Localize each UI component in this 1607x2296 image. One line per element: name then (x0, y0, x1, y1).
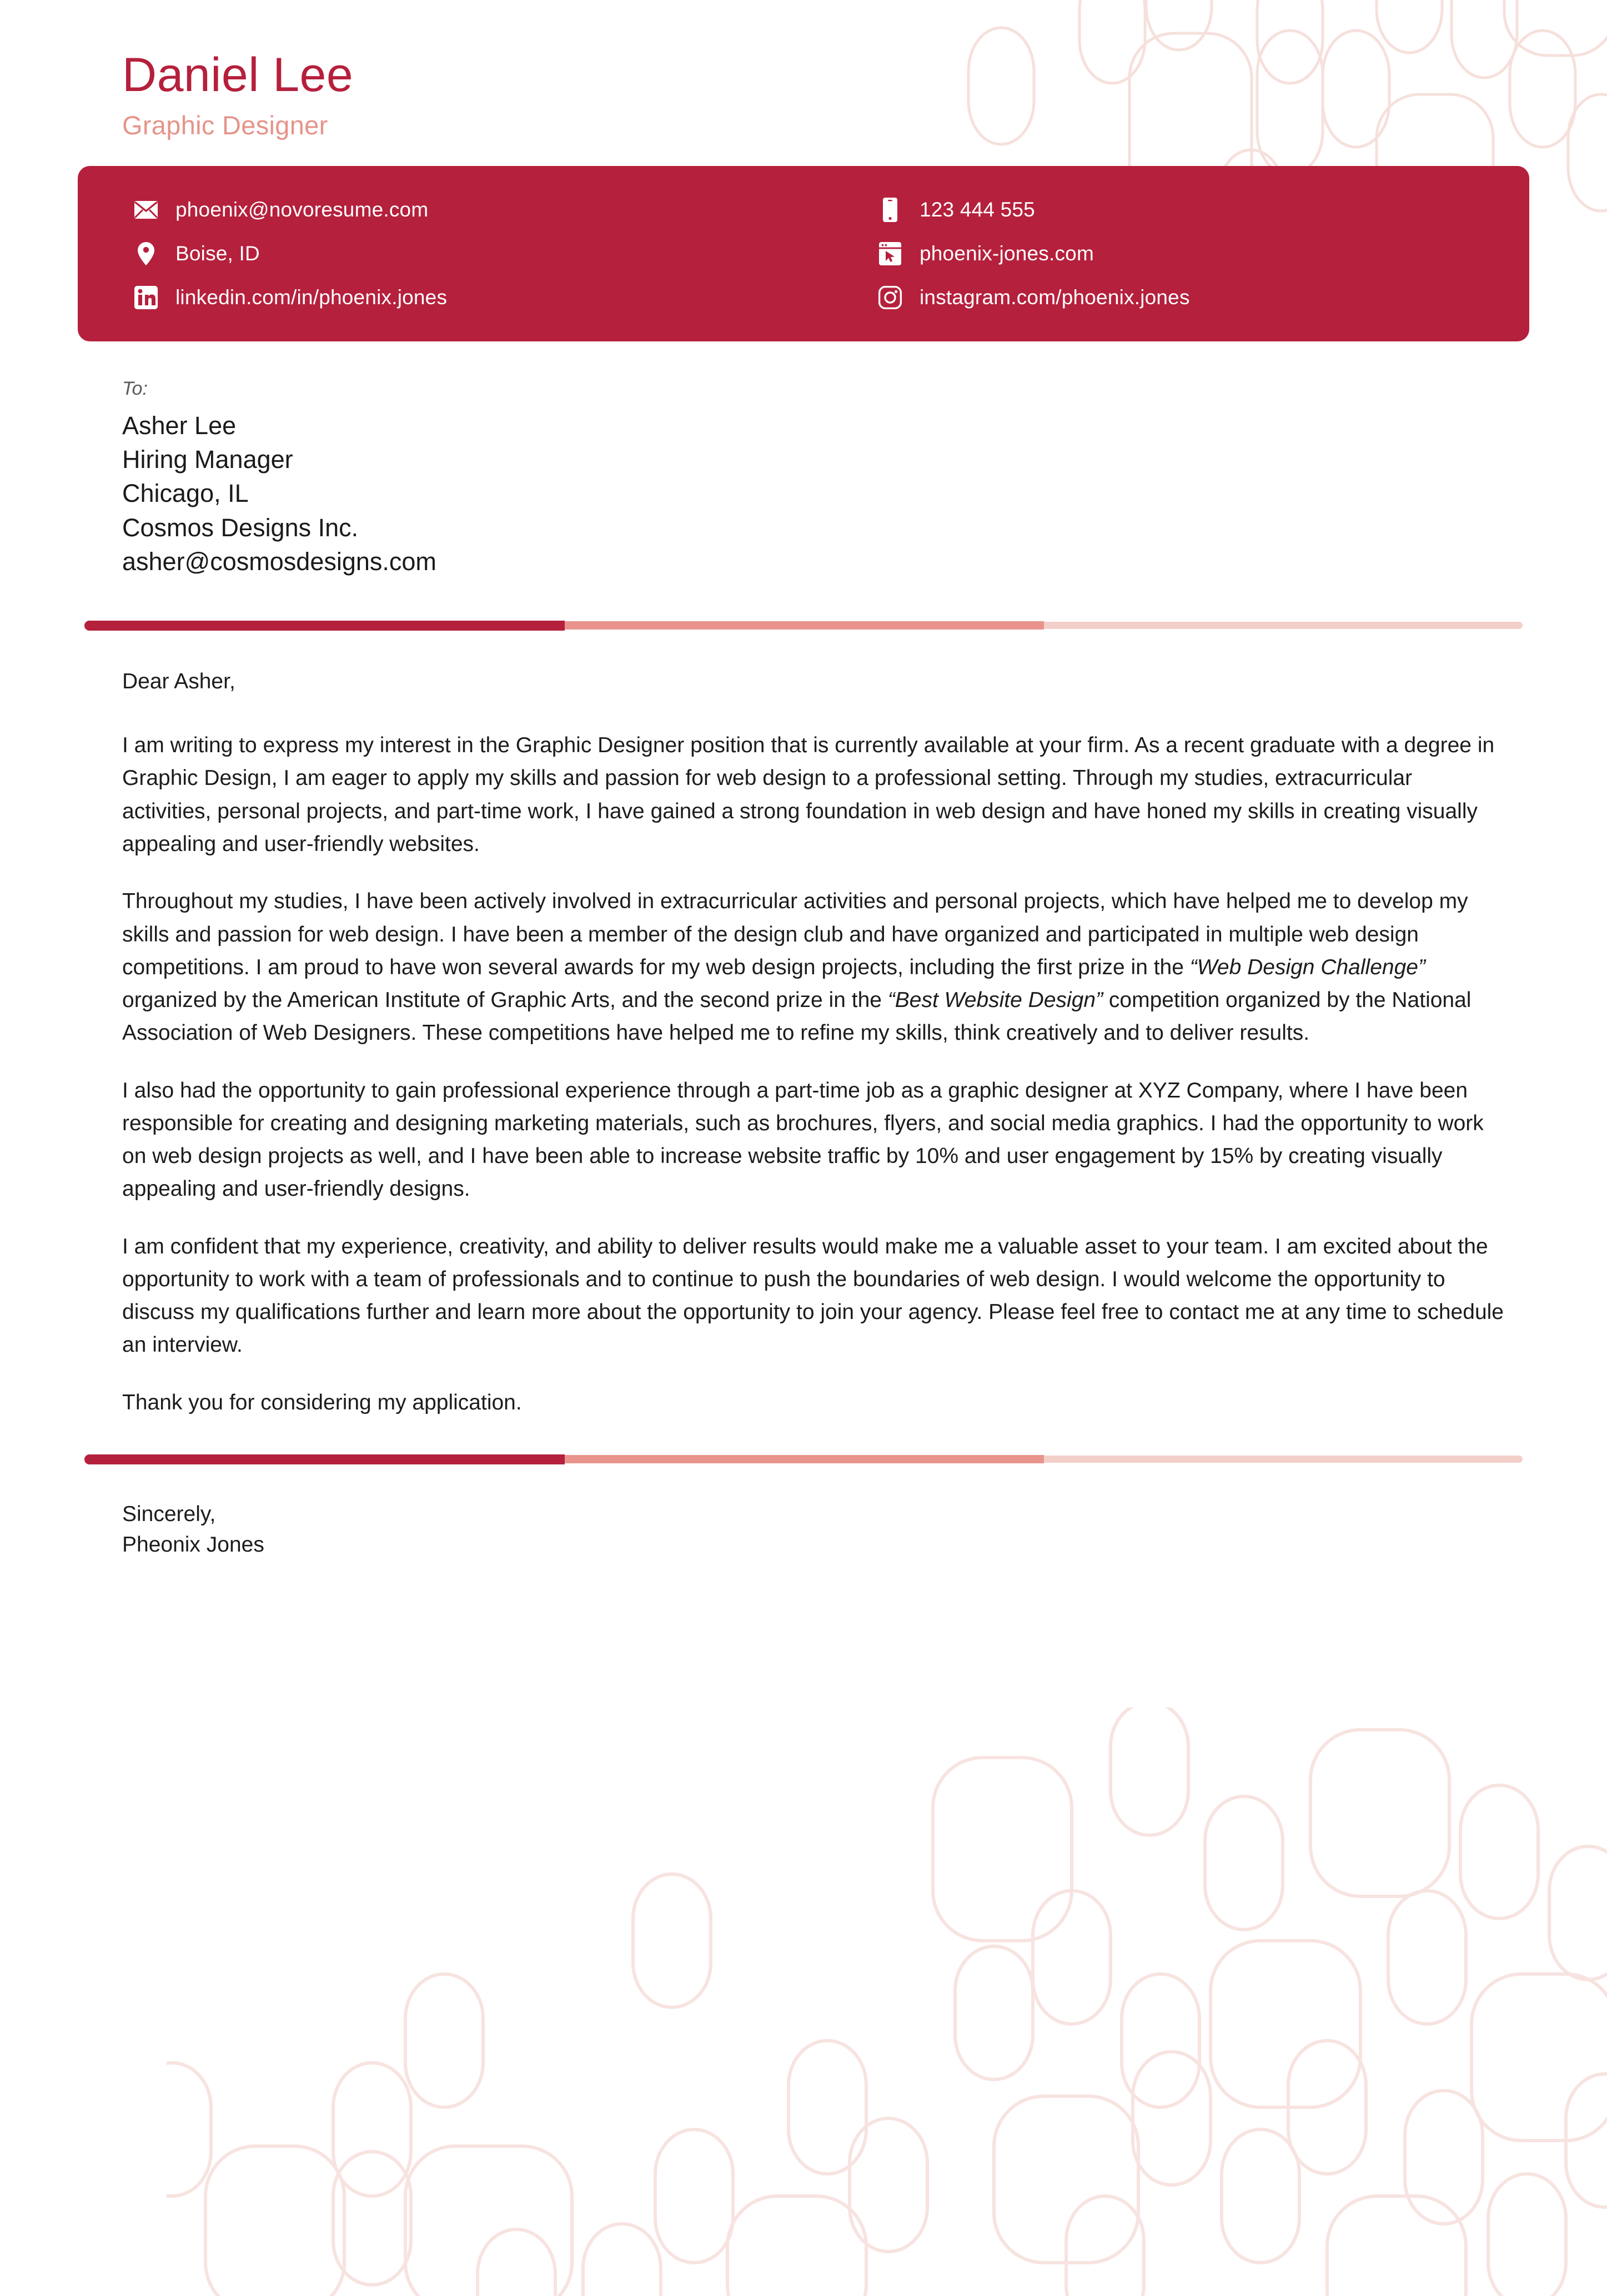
letter-paragraph-4: I am confident that my experience, creativity, and ability to deliver results would make me a valuable asset to your team. I am excited about the opportunity to work with a team of professionals and to continue to push the boundaries of web design. I would welcome the opportunity to discuss my qualifications further and learn more about the opportunity to join your agency. Please feel free to contact me at any time to schedule an interview. (122, 1234, 1504, 1357)
contact-instagram-value: instagram.com/phoenix.jones (920, 286, 1190, 309)
signature-name: Pheonix Jones (122, 1533, 264, 1557)
to-label: To: (122, 378, 148, 399)
applicant-role: Graphic Designer (122, 110, 328, 140)
paragraph-2-text-3: competition organized by the National Association of Web Designers. These competitions have helped me to refine my skills, think creatively and to deliver results. (122, 988, 1472, 1045)
phone-icon (877, 197, 903, 223)
location-pin-icon (133, 241, 159, 266)
contact-item-location[interactable] (133, 236, 877, 271)
contact-column-right (877, 193, 1499, 315)
contact-phone-value: 123 444 555 (920, 198, 1035, 221)
contact-location-value: Boise, ID (175, 242, 260, 265)
recipient-company: Cosmos Designs Inc. (122, 513, 359, 542)
letter-paragraph-2 (122, 885, 1507, 1049)
contact-website-value: phoenix-jones.com (920, 242, 1094, 265)
divider-segment-medium (565, 621, 1043, 630)
paragraph-2-text-2: organized by the American Institute of Graphic Arts, and the second prize in the (122, 988, 888, 1013)
recipient-title: Hiring Manager (122, 445, 293, 474)
recipient-block (78, 378, 1529, 578)
instagram-icon (877, 285, 903, 310)
contact-item-phone[interactable] (877, 193, 1499, 227)
linkedin-icon (133, 285, 159, 310)
contact-item-website[interactable] (877, 236, 1499, 271)
letter-paragraph-5: Thank you for considering my application. (122, 1390, 522, 1414)
paragraph-2-quote-1: “Web Design Challenge” (1189, 955, 1425, 979)
applicant-name: Daniel Lee (122, 48, 354, 102)
signature-closing: Sincerely, (122, 1502, 216, 1526)
recipient-city: Chicago, IL (122, 479, 249, 508)
divider-bottom (84, 1454, 1523, 1464)
divider-top (84, 621, 1523, 631)
website-icon (877, 241, 903, 266)
divider-segment-dark (84, 1454, 565, 1464)
paragraph-2-text-1: Throughout my studies, I have been actively involved in extracurricular activities and personal projects, which have helped me to develop my skills and passion for web design. I have been a member of the design club and have organized and participated in multiple web design competitions. I am proud to have won several awards for my web design projects, including the first prize in the (122, 889, 1468, 979)
divider-segment-light (1044, 1456, 1523, 1463)
contact-email-value: phoenix@novoresume.com (175, 198, 429, 221)
contact-bar (78, 166, 1529, 341)
contact-linkedin-value: linkedin.com/in/phoenix.jones (175, 286, 448, 309)
contact-item-linkedin[interactable] (133, 280, 877, 315)
letter-paragraph-3: I also had the opportunity to gain professional experience through a part-time job as a graphic designer at XYZ Company, where I have been responsible for creating and designing marketing materials, such as brochures, flyers, and social media graphics. I had the opportunity to work on web design projects as well, and I have been able to increase website traffic by 10% and user engagement by 15% by creating visually appealing and user-friendly designs. (122, 1078, 1484, 1201)
contact-item-email[interactable] (133, 193, 877, 227)
contact-column-left (133, 193, 877, 315)
letter-body (78, 665, 1529, 1419)
divider-segment-dark (84, 621, 565, 631)
envelope-icon (133, 197, 159, 223)
contact-item-instagram[interactable] (877, 280, 1499, 315)
paragraph-2-quote-2: “Best Website Design” (887, 988, 1103, 1013)
recipient-name: Asher Lee (122, 411, 237, 440)
divider-segment-medium (565, 1455, 1043, 1463)
letter-header (78, 0, 1529, 140)
divider-segment-light (1044, 622, 1523, 629)
signature-block (78, 1499, 1529, 1560)
letter-paragraph-1: I am writing to express my interest in the Graphic Designer position that is currently available at your firm. As a recent graduate with a degree in Graphic Design, I am eager to apply my skills and passion for web design to a professional setting. Through my studies, extracurricular activities, personal projects, and part-time work, I have gained a strong foundation in web design and have honed my skills in creating visually appealing and user-friendly websites. (122, 733, 1495, 856)
letter-salutation: Dear Asher, (122, 669, 235, 693)
recipient-email: asher@cosmosdesigns.com (122, 547, 436, 576)
